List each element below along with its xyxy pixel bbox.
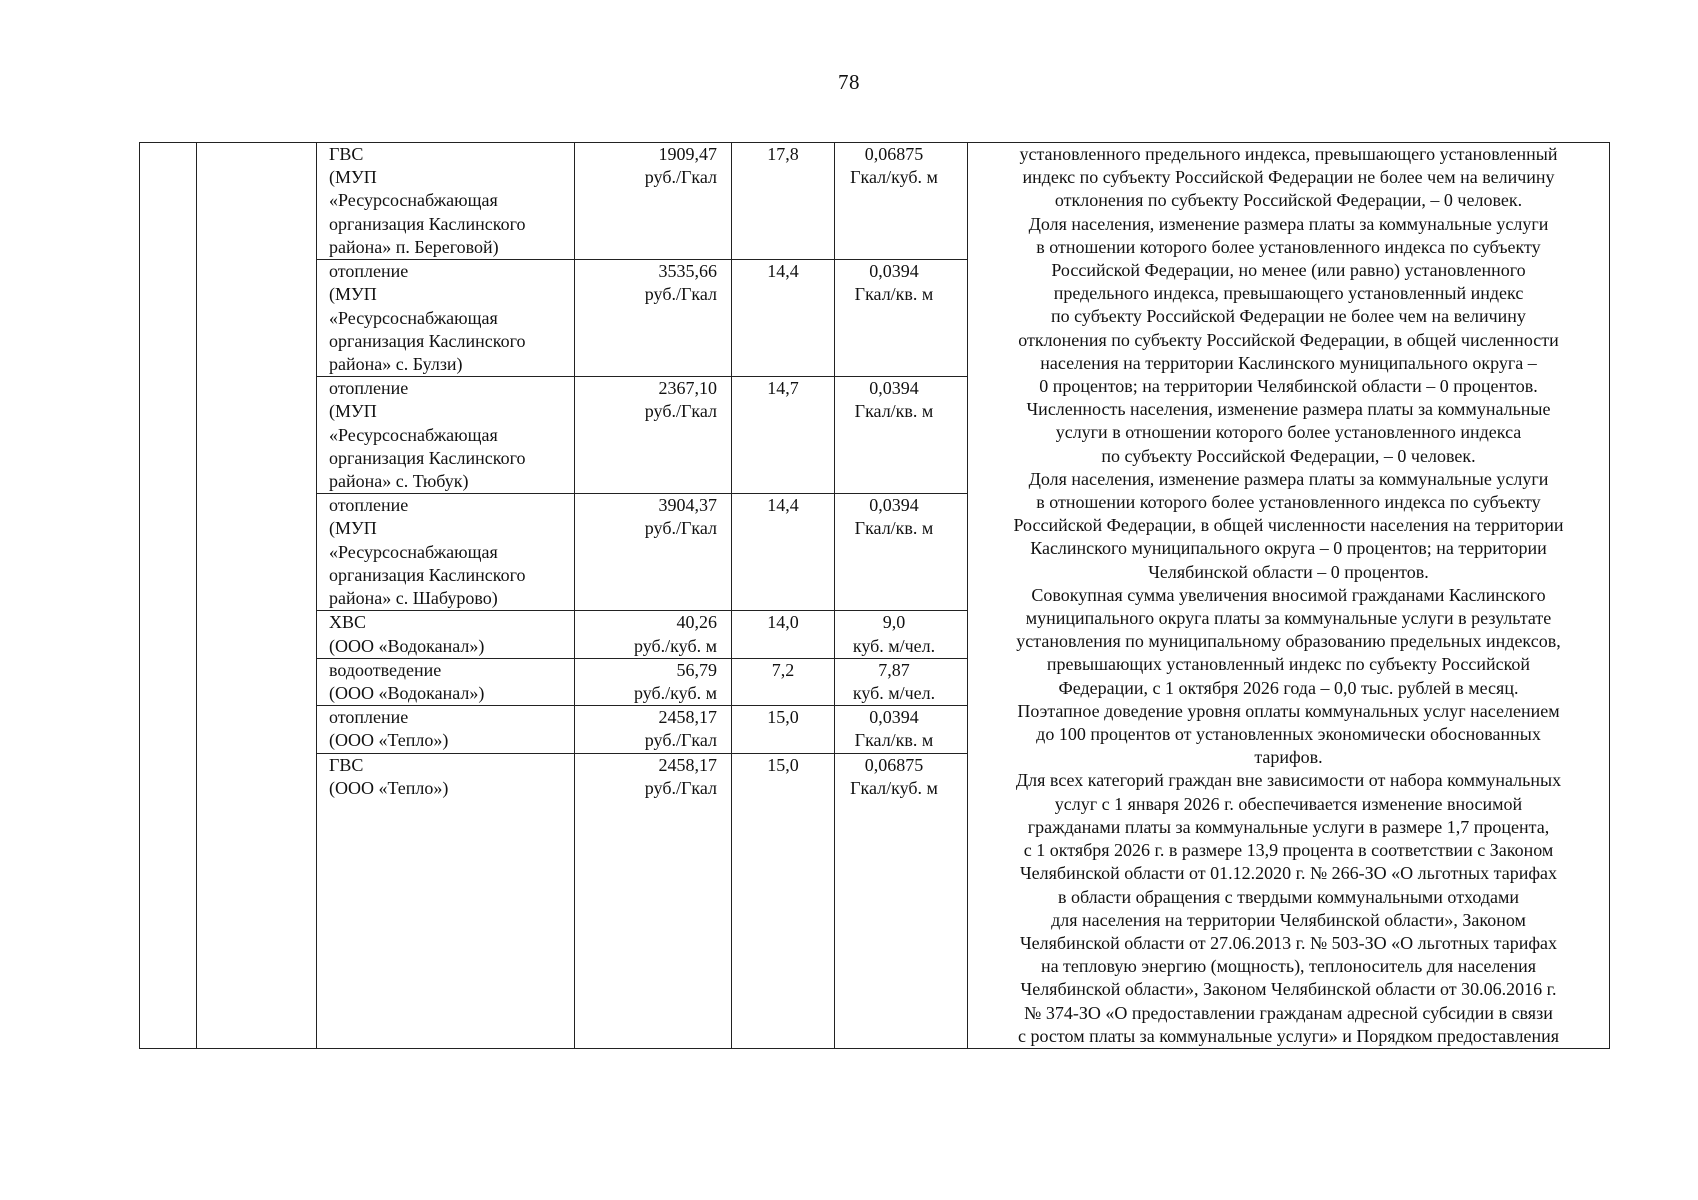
- text-line: в отношении которого более установленного индекса по субъекту: [1036, 236, 1541, 257]
- norm-cell: [835, 494, 968, 611]
- service-line: отопление: [329, 378, 409, 399]
- price-value: 2458,17: [658, 754, 717, 775]
- service-line: (МУП: [329, 401, 377, 422]
- price-unit: руб./Гкал: [644, 730, 717, 751]
- tariff-table: [139, 142, 1610, 1049]
- index-cell: 7,2: [732, 658, 835, 705]
- text-line: с ростом платы за коммунальные услуги» и Порядком предоставления: [1017, 1025, 1560, 1046]
- text-line: Численность населения, изменение размера платы за коммунальные: [1026, 399, 1551, 420]
- norm-unit: Гкал/кв. м: [854, 401, 934, 422]
- text-line: Доля населения, изменение размера платы за коммунальные услуги: [1028, 468, 1549, 489]
- text-line: индекс по субъекту Российской Федерации не более чем на величину: [1022, 167, 1555, 188]
- text-line: Челябинской области от 27.06.2013 г. № 503-ЗО «О льготных тарифах: [1019, 932, 1557, 953]
- norm-unit: Гкал/кв. м: [854, 518, 934, 539]
- table-row: [140, 143, 1610, 260]
- service-line: отопление: [329, 261, 409, 282]
- price-cell: [575, 143, 732, 260]
- price-cell: [575, 611, 732, 658]
- text-line: Челябинской области», Законом Челябинской области от 30.06.2016 г.: [1020, 979, 1557, 1000]
- service-line: (ООО «Водоканал»): [329, 635, 485, 656]
- price-unit: руб./куб. м: [634, 635, 717, 656]
- text-line: Поэтапное доведение уровня оплаты коммунальных услуг населением: [1017, 700, 1560, 721]
- norm-unit: Гкал/куб. м: [850, 167, 938, 188]
- price-unit: руб./Гкал: [644, 284, 717, 305]
- norm-value: 0,0394: [869, 495, 919, 516]
- price-unit: руб./Гкал: [644, 518, 717, 539]
- service-line: (ООО «Тепло»): [329, 730, 449, 751]
- service-cell: [317, 658, 575, 705]
- index-cell: 14,4: [732, 494, 835, 611]
- text-line: в отношении которого более установленного индекса по субъекту: [1036, 492, 1541, 513]
- norm-cell: [835, 377, 968, 494]
- service-line: ГВС: [329, 144, 364, 164]
- price-value: 1909,47: [658, 144, 717, 164]
- explanatory-text-cell: [968, 143, 1610, 1049]
- service-line: (МУП: [329, 167, 377, 188]
- text-line: превышающих установленный индекс по субъекту Российской: [1046, 654, 1531, 675]
- service-line: организация Каслинского: [329, 213, 526, 234]
- price-cell: [575, 377, 732, 494]
- service-line: «Ресурсоснабжающая: [329, 190, 498, 211]
- price-cell: [575, 753, 732, 1048]
- norm-cell: [835, 143, 968, 260]
- text-line: 0 процентов; на территории Челябинской области – 0 процентов.: [1039, 376, 1538, 397]
- index-cell: 15,0: [732, 753, 835, 1048]
- norm-cell: [835, 260, 968, 377]
- norm-unit: куб. м/чел.: [852, 683, 936, 704]
- price-value: 2458,17: [658, 707, 717, 728]
- text-line: до 100 процентов от установленных экономически обоснованных: [1036, 724, 1541, 745]
- price-cell: [575, 658, 732, 705]
- service-line: района» с. Шабурово): [329, 588, 498, 609]
- service-line: отопление: [329, 707, 409, 728]
- text-line: населения на территории Каслинского муниципального округа –: [1040, 352, 1537, 373]
- service-line: организация Каслинского: [329, 447, 526, 468]
- index-cell: 14,4: [732, 260, 835, 377]
- text-line: установления по муниципальному образованию предельных индексов,: [1016, 631, 1561, 652]
- price-value: 40,26: [676, 612, 717, 633]
- service-cell: [317, 377, 575, 494]
- service-line: ГВС: [329, 754, 364, 775]
- norm-unit: Гкал/куб. м: [850, 777, 938, 798]
- norm-cell: [835, 753, 968, 1048]
- norm-value: 0,0394: [869, 707, 919, 728]
- text-line: Для всех категорий граждан вне зависимости от набора коммунальных: [1015, 770, 1562, 791]
- price-unit: руб./Гкал: [644, 401, 717, 422]
- service-line: отопление: [329, 495, 409, 516]
- service-line: «Ресурсоснабжающая: [329, 307, 498, 328]
- service-line: (ООО «Водоканал»): [329, 683, 485, 704]
- text-line: гражданами платы за коммунальные услуги в размере 1,7 процента,: [1027, 816, 1550, 837]
- service-line: «Ресурсоснабжающая: [329, 424, 498, 445]
- text-line: на тепловую энергию (мощность), теплоноситель для населения: [1040, 956, 1537, 977]
- page-number: 78: [838, 70, 860, 94]
- index-cell: 15,0: [732, 706, 835, 753]
- service-line: (ООО «Тепло»): [329, 777, 449, 798]
- text-line: Совокупная сумма увеличения вносимой гражданами Каслинского: [1031, 584, 1546, 605]
- text-line: по субъекту Российской Федерации не более чем на величину: [1051, 306, 1526, 327]
- norm-value: 0,06875: [864, 754, 924, 775]
- text-line: отклонения по субъекту Российской Федерации, – 0 человек.: [1054, 190, 1523, 211]
- text-line: Российской Федерации, в общей численности населения на территории: [1013, 515, 1564, 536]
- service-line: ХВС: [329, 612, 367, 633]
- service-cell: [317, 753, 575, 1048]
- service-cell: [317, 143, 575, 260]
- price-cell: [575, 494, 732, 611]
- service-line: (МУП: [329, 518, 377, 539]
- text-line: услуги в отношении которого более установленного индекса: [1055, 422, 1522, 443]
- norm-unit: Гкал/кв. м: [854, 284, 934, 305]
- price-value: 2367,10: [658, 378, 717, 399]
- service-line: «Ресурсоснабжающая: [329, 541, 498, 562]
- text-line: в области обращения с твердыми коммунальными отходами: [1057, 886, 1520, 907]
- index-cell: 17,8: [732, 143, 835, 260]
- text-line: отклонения по субъекту Российской Федерации, в общей численности: [1018, 329, 1559, 350]
- price-value: 3904,37: [658, 495, 717, 516]
- text-line: Каслинского муниципального округа – 0 процентов; на территории: [1030, 538, 1547, 559]
- norm-value: 0,06875: [864, 144, 924, 164]
- text-line: Челябинской области – 0 процентов.: [1148, 561, 1429, 582]
- blank-cell: [197, 143, 317, 1049]
- price-cell: [575, 706, 732, 753]
- text-line: Челябинской области от 01.12.2020 г. № 266-ЗО «О льготных тарифах: [1019, 863, 1557, 884]
- service-cell: [317, 706, 575, 753]
- blank-cell: [140, 143, 197, 1049]
- norm-value: 7,87: [878, 659, 910, 680]
- price-value: 3535,66: [658, 261, 717, 282]
- norm-value: 0,0394: [869, 261, 919, 282]
- service-line: водоотведение: [329, 659, 442, 680]
- price-unit: руб./Гкал: [644, 777, 717, 798]
- norm-value: 9,0: [882, 612, 906, 633]
- text-line: предельного индекса, превышающего установленный индекс: [1053, 283, 1524, 304]
- text-line: муниципального округа платы за коммунальные услуги в результате: [1025, 608, 1552, 629]
- norm-unit: Гкал/кв. м: [854, 730, 934, 751]
- text-line: установленного предельного индекса, превышающего установленный: [1019, 144, 1558, 164]
- norm-cell: [835, 611, 968, 658]
- text-line: с 1 октября 2026 г. в размере 13,9 процента в соответствии с Законом: [1023, 840, 1554, 861]
- norm-value: 0,0394: [869, 378, 919, 399]
- text-line: для населения на территории Челябинской области», Законом: [1051, 909, 1526, 930]
- price-unit: руб./Гкал: [644, 167, 717, 188]
- service-line: организация Каслинского: [329, 564, 526, 585]
- service-line: района» п. Береговой): [329, 236, 499, 257]
- norm-cell: [835, 706, 968, 753]
- service-line: района» с. Булзи): [329, 353, 463, 374]
- index-cell: 14,7: [732, 377, 835, 494]
- service-cell: [317, 494, 575, 611]
- text-line: по субъекту Российской Федерации, – 0 человек.: [1101, 445, 1476, 466]
- text-line: Доля населения, изменение размера платы за коммунальные услуги: [1028, 213, 1549, 234]
- service-line: (МУП: [329, 284, 377, 305]
- service-line: организация Каслинского: [329, 330, 526, 351]
- service-cell: [317, 611, 575, 658]
- text-line: Федерации, с 1 октября 2026 года – 0,0 тыс. рублей в месяц.: [1058, 677, 1519, 698]
- text-line: тарифов.: [1254, 747, 1323, 768]
- text-line: Российской Федерации, но менее (или равно) установленного: [1051, 260, 1526, 281]
- text-line: услуг с 1 января 2026 г. обеспечивается изменение вносимой: [1054, 793, 1523, 814]
- service-cell: [317, 260, 575, 377]
- norm-unit: куб. м/чел.: [852, 635, 936, 656]
- price-value: 56,79: [676, 659, 717, 680]
- service-line: района» с. Тюбук): [329, 471, 469, 491]
- price-unit: руб./куб. м: [634, 683, 717, 704]
- index-cell: 14,0: [732, 611, 835, 658]
- norm-cell: [835, 658, 968, 705]
- price-cell: [575, 260, 732, 377]
- text-line: № 374-ЗО «О предоставлении гражданам адресной субсидии в связи: [1024, 1002, 1553, 1023]
